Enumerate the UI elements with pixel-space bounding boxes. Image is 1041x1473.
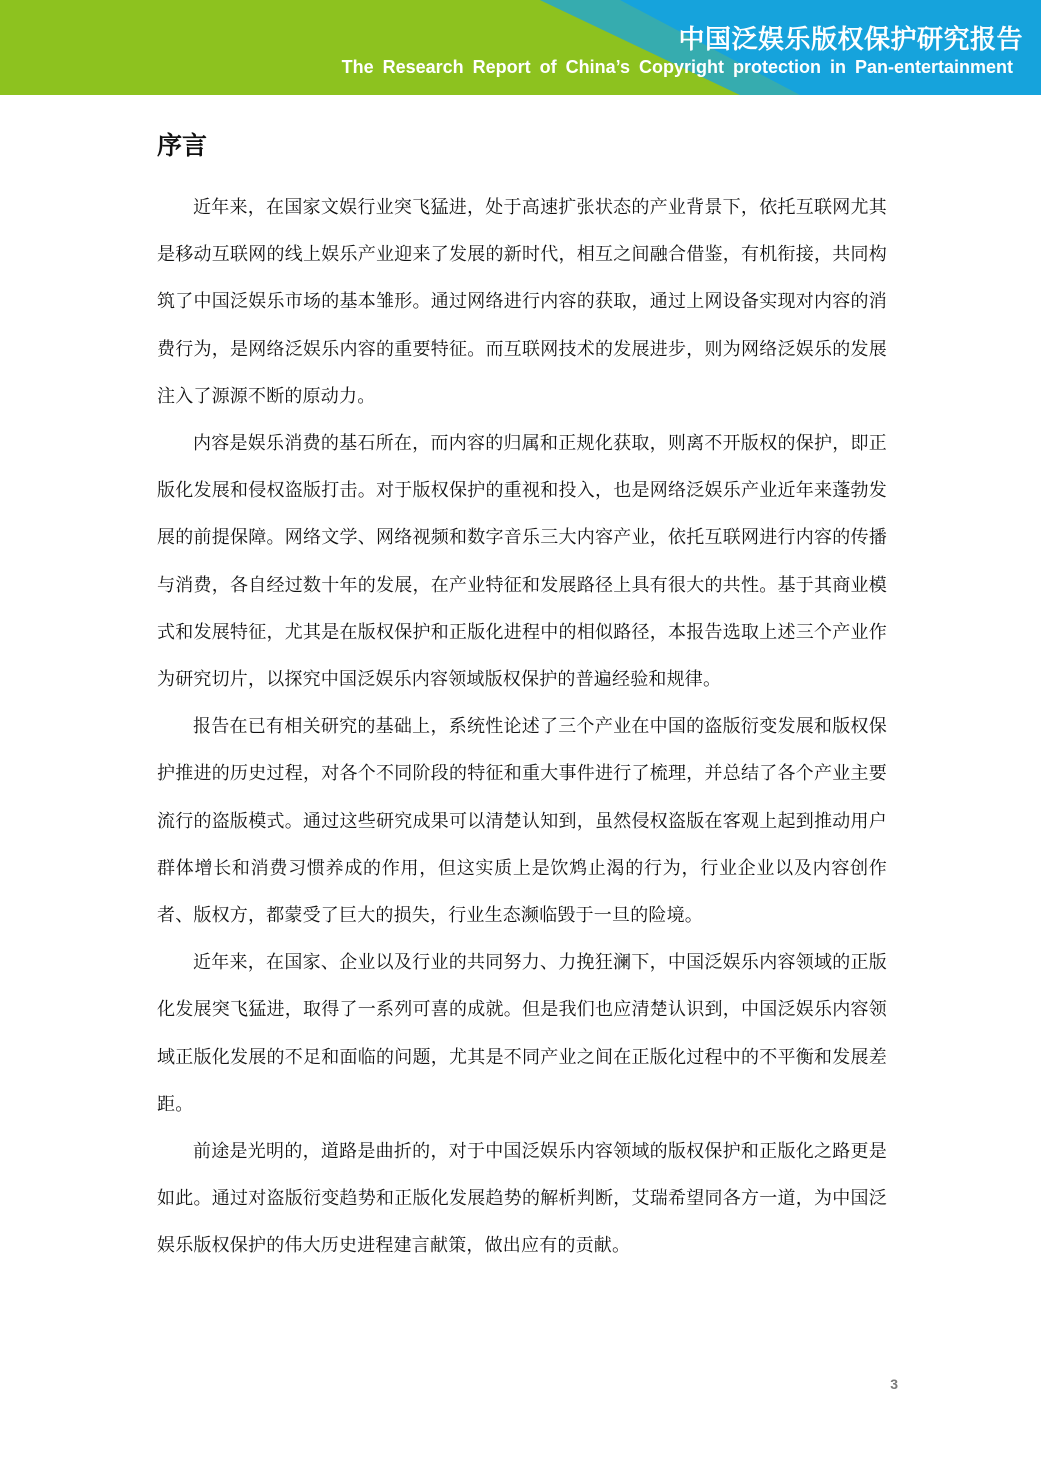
page-number: 3 [890, 1376, 898, 1392]
page-header-banner [0, 0, 1041, 95]
paragraph-5: 前途是光明的，道路是曲折的，对于中国泛娱乐内容领域的版权保护和正版化之路更是如此。通过对盗版衍变趋势和正版化发展趋势的解析判断，艾瑞希望同各方一道，为中国泛娱乐版权保护的伟大历史进程建言献策，做出应有的贡献。 [157, 1141, 887, 1257]
paragraph-1: 近年来，在国家文娱行业突飞猛进，处于高速扩张状态的产业背景下，依托互联网尤其是移动互联网的线上娱乐产业迎来了发展的新时代，相互之间融合借鉴，有机衔接，共同构筑了中国泛娱乐市场的基本雏形。通过网络进行内容的获取，通过上网设备实现对内容的消费行为，是网络泛娱乐内容的重要特征。而互联网技术的发展进步，则为网络泛娱乐的发展注入了源源不断的原动力。 [157, 197, 887, 407]
paragraph-2: 内容是娱乐消费的基石所在，而内容的归属和正规化获取，则离不开版权的保护，即正版化发展和侵权盗版打击。对于版权保护的重视和投入，也是网络泛娱乐产业近年来蓬勃发展的前提保障。网络文学、网络视频和数字音乐三大内容产业，依托互联网进行内容的传播与消费，各自经过数十年的发展，在产业特征和发展路径上具有很大的共性。基于其商业模式和发展特征，尤其是在版权保护和正版化进程中的相似路径，本报告选取上述三个产业作为研究切片，以探究中国泛娱乐内容领域版权保护的普遍经验和规律。 [157, 433, 887, 691]
paragraph-4: 近年来，在国家、企业以及行业的共同努力、力挽狂澜下，中国泛娱乐内容领域的正版化发展突飞猛进，取得了一系列可喜的成就。但是我们也应清楚认识到，中国泛娱乐内容领域正版化发展的不足和面临的问题，尤其是不同产业之间在正版化过程中的不平衡和发展差距。 [157, 952, 887, 1115]
report-title-chinese: 中国泛娱乐版权保护研究报告 [678, 25, 1023, 55]
paragraph-3: 报告在已有相关研究的基础上，系统性论述了三个产业在中国的盗版衍变发展和版权保护推进的历史过程，对各个不同阶段的特征和重大事件进行了梳理，并总结了各个产业主要流行的盗版模式。通过这些研究成果可以清楚认知到，虽然侵权盗版在客观上起到推动用户群体增长和消费习惯养成的作用，但这实质上是饮鸩止渴的行为，行业企业以及内容创作者、版权方，都蒙受了巨大的损失，行业生态濒临毁于一旦的险境。 [157, 716, 887, 927]
document-body [157, 128, 887, 1270]
report-title-english: The Research Report of China’s Copyright protection in Pan-entertainment [341, 57, 1013, 77]
section-heading: 序言 [157, 131, 208, 160]
